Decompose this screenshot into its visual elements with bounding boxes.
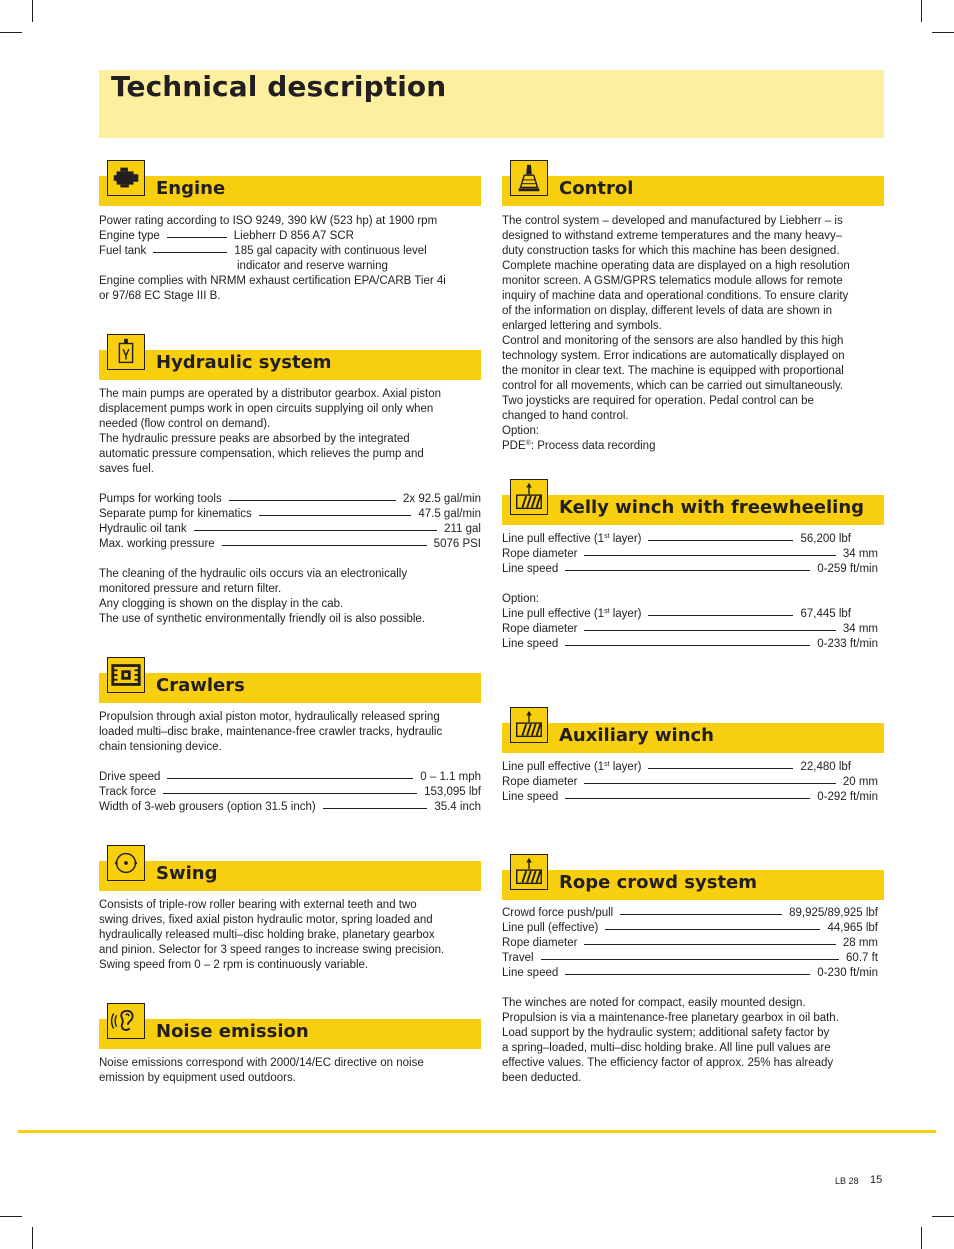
leader-line: [648, 768, 793, 769]
line-pull-layer: layer): [609, 608, 642, 620]
text-line: Propulsion through axial piston motor, hydraulically released spring: [99, 711, 440, 723]
spec-row: [502, 637, 878, 652]
spec-label: Separate pump for kinematics: [99, 508, 252, 520]
spec-label: Line speed: [502, 563, 559, 575]
crop-mark: [32, 0, 33, 22]
text-line: inquiry of machine data and operational conditions. To ensure clarity: [502, 290, 849, 302]
crop-mark: [921, 0, 922, 22]
line-pull-layer: layer): [609, 533, 642, 545]
text-line: automatic pressure compensation, which relieves the pump and: [99, 448, 424, 460]
section-header: [502, 176, 884, 206]
spec-label: Rope diameter: [502, 776, 578, 788]
spec-value: 20 mm: [842, 776, 878, 788]
spec-value: 0-233 ft/min: [817, 638, 878, 650]
text-line: The control system – developed and manufactured by Liebherr – is: [502, 215, 843, 227]
spec-value: 34 mm: [842, 623, 878, 635]
leader-line: [584, 783, 835, 784]
winch-icon: [510, 479, 548, 515]
section-header: [99, 861, 481, 891]
line-pull-label: Line pull effective (1: [502, 761, 605, 773]
spec-row: [99, 522, 481, 537]
spec-value: 0 – 1.1 mph: [420, 771, 481, 783]
section-body: [99, 898, 481, 973]
text-line: Propulsion is via a maintenance-free planetary gearbox in oil bath.: [502, 1012, 839, 1024]
crop-mark: [0, 1216, 22, 1217]
leader-line: [620, 914, 782, 915]
text-line: and pinion. Selector for 3 speed ranges to increase swing precision.: [99, 944, 445, 956]
leader-line: [584, 555, 835, 556]
spec-label: Rope diameter: [502, 548, 578, 560]
leader-line: [194, 530, 438, 531]
spec-label: Engine type: [99, 230, 160, 242]
spec-value: 0-259 ft/min: [817, 563, 878, 575]
text-line: needed (flow control on demand).: [99, 418, 271, 430]
spec-value: Liebherr D 856 A7 SCR: [233, 230, 354, 242]
text-line: Option:: [502, 425, 540, 437]
section-body: [99, 1056, 481, 1086]
spec-row: [99, 770, 481, 785]
spec-label: Rope diameter: [502, 623, 578, 635]
section-title: Auxiliary winch: [559, 725, 714, 746]
spec-row: [99, 800, 481, 815]
section-header: [502, 495, 884, 525]
section-header: [502, 870, 884, 900]
section-title: Swing: [156, 863, 218, 884]
pde-text: : Process data recording: [530, 440, 656, 452]
spec-value: 211 gal: [444, 523, 481, 535]
text-line: Noise emissions correspond with 2000/14/EC directive on noise: [99, 1057, 424, 1069]
spec-label: Rope diameter: [502, 937, 578, 949]
text-line: The hydraulic pressure peaks are absorbed by the integrated: [99, 433, 410, 445]
line-pull-label: Line pull effective (1: [502, 608, 605, 620]
leader-line: [605, 929, 820, 930]
spec-value: 5076 PSI: [433, 538, 481, 550]
spec-value: 28 mm: [842, 937, 878, 949]
spec-row: [502, 760, 878, 775]
text-line: The use of synthetic environmentally friendly oil is also possible.: [99, 613, 425, 625]
section-body: [99, 214, 481, 304]
spec-value: 89,925/89,925 lbf: [789, 907, 878, 919]
text-line: The winches are noted for compact, easily mounted design.: [502, 997, 806, 1009]
text-line: saves fuel.: [99, 463, 154, 475]
text-line: Power rating according to ISO 9249, 390 kW (523 hp) at 1900 rpm: [99, 215, 438, 227]
spec-row: [502, 532, 878, 547]
footer-rule: [18, 1130, 936, 1133]
spec-row: [99, 785, 481, 800]
spec-value: 0-230 ft/min: [817, 967, 878, 979]
spec-label: Fuel tank: [99, 245, 147, 257]
text-line: Any clogging is shown on the display in the cab.: [99, 598, 344, 610]
leader-line: [565, 974, 810, 975]
leader-line: [541, 959, 840, 960]
hydraulic-icon: [107, 334, 145, 370]
text-line: technology system. Error indications are automatically displayed on: [502, 350, 845, 362]
section-body: [99, 710, 481, 815]
spec-row: [502, 966, 878, 981]
pde-prefix: PDE: [502, 440, 526, 452]
spec-value: 47.5 gal/min: [418, 508, 481, 520]
spec-row: [502, 951, 878, 966]
spec-value: 34 mm: [842, 548, 878, 560]
text-line: The cleaning of the hydraulic oils occurs via an electronically: [99, 568, 408, 580]
text-line: monitor screen. A GSM/GPRS telematics module allows for remote: [502, 275, 843, 287]
spec-value: 60.7 ft: [846, 952, 878, 964]
spec-row: [99, 244, 481, 259]
spec-row: [502, 607, 878, 622]
section-title: Rope crowd system: [559, 872, 758, 893]
leader-line: [323, 808, 428, 809]
spec-row: [99, 507, 481, 522]
ear-icon: [107, 1003, 145, 1039]
crop-mark: [932, 32, 954, 33]
text-line: loaded multi–disc brake, maintenance-free crawler tracks, hydraulic: [99, 726, 443, 738]
text-line: Swing speed from 0 – 2 rpm is continuously variable.: [99, 959, 369, 971]
leader-line: [648, 615, 793, 616]
text-line: [502, 439, 884, 454]
text-line: been deducted.: [502, 1072, 582, 1084]
title-band: [99, 70, 884, 138]
spec-row: [502, 622, 878, 637]
spec-row: [502, 936, 878, 951]
spec-label: Pumps for working tools: [99, 493, 222, 505]
spec-label: Line speed: [502, 967, 559, 979]
spec-value: 0-292 ft/min: [817, 791, 878, 803]
text-line: of the information on display, different levels of data are shown in: [502, 305, 833, 317]
swing-icon: [107, 845, 145, 881]
text-line: The main pumps are operated by a distributor gearbox. Axial piston: [99, 388, 441, 400]
section-header: [99, 1019, 481, 1049]
text-line: indicator and reserve warning: [237, 260, 388, 272]
leader-line: [163, 793, 417, 794]
text-line: Load support by the hydraulic system; additional safety factor by: [502, 1027, 830, 1039]
spec-label: Hydraulic oil tank: [99, 523, 187, 535]
spec-label: [502, 607, 641, 622]
leader-line: [648, 540, 793, 541]
text-line: monitored pressure and return filter.: [99, 583, 282, 595]
section-body: [502, 906, 878, 1086]
line-pull-label: Line pull effective (1: [502, 533, 605, 545]
text-line: duty construction tasks for which this machine has been designed.: [502, 245, 840, 257]
text-line: Consists of triple-row roller bearing with external teeth and two: [99, 899, 417, 911]
text-line: effective values. The efficiency factor of approx. 25% has already: [502, 1057, 834, 1069]
text-line: the monitor in clear text. The machine is equipped with proportional: [502, 365, 844, 377]
registered-mark: ®: [525, 440, 531, 447]
spec-label: Crowd force push/pull: [502, 907, 614, 919]
text-line: changed to hand control.: [502, 410, 629, 422]
text-line: enlarged lettering and symbols.: [502, 320, 662, 332]
section-title: Kelly winch with freewheeling: [559, 497, 865, 518]
spec-label: Line pull (effective): [502, 922, 599, 934]
section-title: Noise emission: [156, 1021, 309, 1042]
text-line: hydraulically released multi–disc holding brake, planetary gearbox: [99, 929, 435, 941]
spec-label: [502, 760, 641, 775]
section-title: Control: [559, 178, 634, 199]
text-line: designed to withstand extreme temperatures and the many heavy–: [502, 230, 843, 242]
text-line: Option:: [502, 593, 540, 605]
text-line: displacement pumps work in open circuits supplying oil only when: [99, 403, 434, 415]
text-line: chain tensioning device.: [99, 741, 222, 753]
spec-value: 44,965 lbf: [827, 922, 878, 934]
section-title: Engine: [156, 178, 226, 199]
spec-label: Track force: [99, 786, 157, 798]
spec-value: 22,480 lbf: [800, 761, 851, 773]
text-line: Two joysticks are required for operation. Pedal control can be: [502, 395, 814, 407]
spec-row: [502, 921, 878, 936]
spec-label: Line speed: [502, 791, 559, 803]
ordinal-suffix: st: [604, 533, 610, 540]
section-title: Hydraulic system: [156, 352, 332, 373]
line-pull-layer: layer): [609, 761, 642, 773]
spec-value: 185 gal capacity with continuous level: [234, 245, 427, 257]
leader-line: [167, 237, 227, 238]
section-body: [502, 532, 878, 652]
section-header: [502, 723, 884, 753]
spec-row: [99, 229, 481, 244]
spec-row: [502, 906, 878, 921]
leader-line: [584, 630, 835, 631]
spec-row: [99, 492, 481, 507]
winch-icon: [510, 854, 548, 890]
text-line: or 97/68 EC Stage III B.: [99, 290, 221, 302]
spec-value: 56,200 lbf: [800, 533, 851, 545]
spec-value: 67,445 lbf: [800, 608, 851, 620]
spec-label: Width of 3-web grousers (option 31.5 inch): [99, 801, 316, 813]
section-header: [99, 350, 481, 380]
text-line: a spring–loaded, multi–disc holding brake. All line pull values are: [502, 1042, 831, 1054]
ordinal-suffix: st: [604, 608, 610, 615]
text-line: emission by equipment used outdoors.: [99, 1072, 296, 1084]
engine-icon: [107, 160, 145, 196]
leader-line: [565, 570, 810, 571]
spec-label: Max. working pressure: [99, 538, 215, 550]
spec-label: Line speed: [502, 638, 559, 650]
leader-line: [222, 545, 427, 546]
text-line: swing drives, fixed axial piston hydraulic motor, spring loaded and: [99, 914, 433, 926]
spec-label: Drive speed: [99, 771, 161, 783]
leader-line: [153, 252, 227, 253]
leader-line: [565, 798, 810, 799]
text-line: control for all movements, which can be carried out simultaneously.: [502, 380, 844, 392]
spec-value: 153,095 lbf: [424, 786, 481, 798]
section-title: Crawlers: [156, 675, 245, 696]
text-line: Complete machine operating data are displayed on a high resolution: [502, 260, 850, 272]
spec-row: [502, 562, 878, 577]
winch-icon: [510, 707, 548, 743]
spec-row: [502, 775, 878, 790]
crop-mark: [32, 1227, 33, 1249]
text-line: Control and monitoring of the sensors are also handled by this high: [502, 335, 844, 347]
spec-label: [502, 532, 641, 547]
leader-line: [167, 778, 413, 779]
doc-code: LB 28: [835, 1176, 859, 1186]
spec-row: [502, 547, 878, 562]
section-body: [502, 214, 884, 454]
leader-line: [584, 944, 835, 945]
spec-value: 35.4 inch: [434, 801, 481, 813]
ordinal-suffix: st: [604, 761, 610, 768]
crawler-icon: [107, 657, 145, 693]
leader-line: [229, 500, 396, 501]
section-body: [502, 760, 878, 805]
leader-line: [565, 645, 810, 646]
spec-label: Travel: [502, 952, 534, 964]
spec-row: [99, 537, 481, 552]
page-title: Technical description: [111, 70, 447, 103]
crop-mark: [921, 1227, 922, 1249]
leader-line: [259, 515, 412, 516]
spec-row: [502, 790, 878, 805]
spec-value: 2x 92.5 gal/min: [403, 493, 481, 505]
text-line: Engine complies with NRMM exhaust certification EPA/CARB Tier 4i: [99, 275, 446, 287]
section-header: [99, 176, 481, 206]
section-header: [99, 673, 481, 703]
crop-mark: [0, 32, 22, 33]
section-body: [99, 387, 481, 627]
joystick-icon: [510, 160, 548, 196]
page-number: 15: [870, 1174, 883, 1186]
crop-mark: [932, 1216, 954, 1217]
